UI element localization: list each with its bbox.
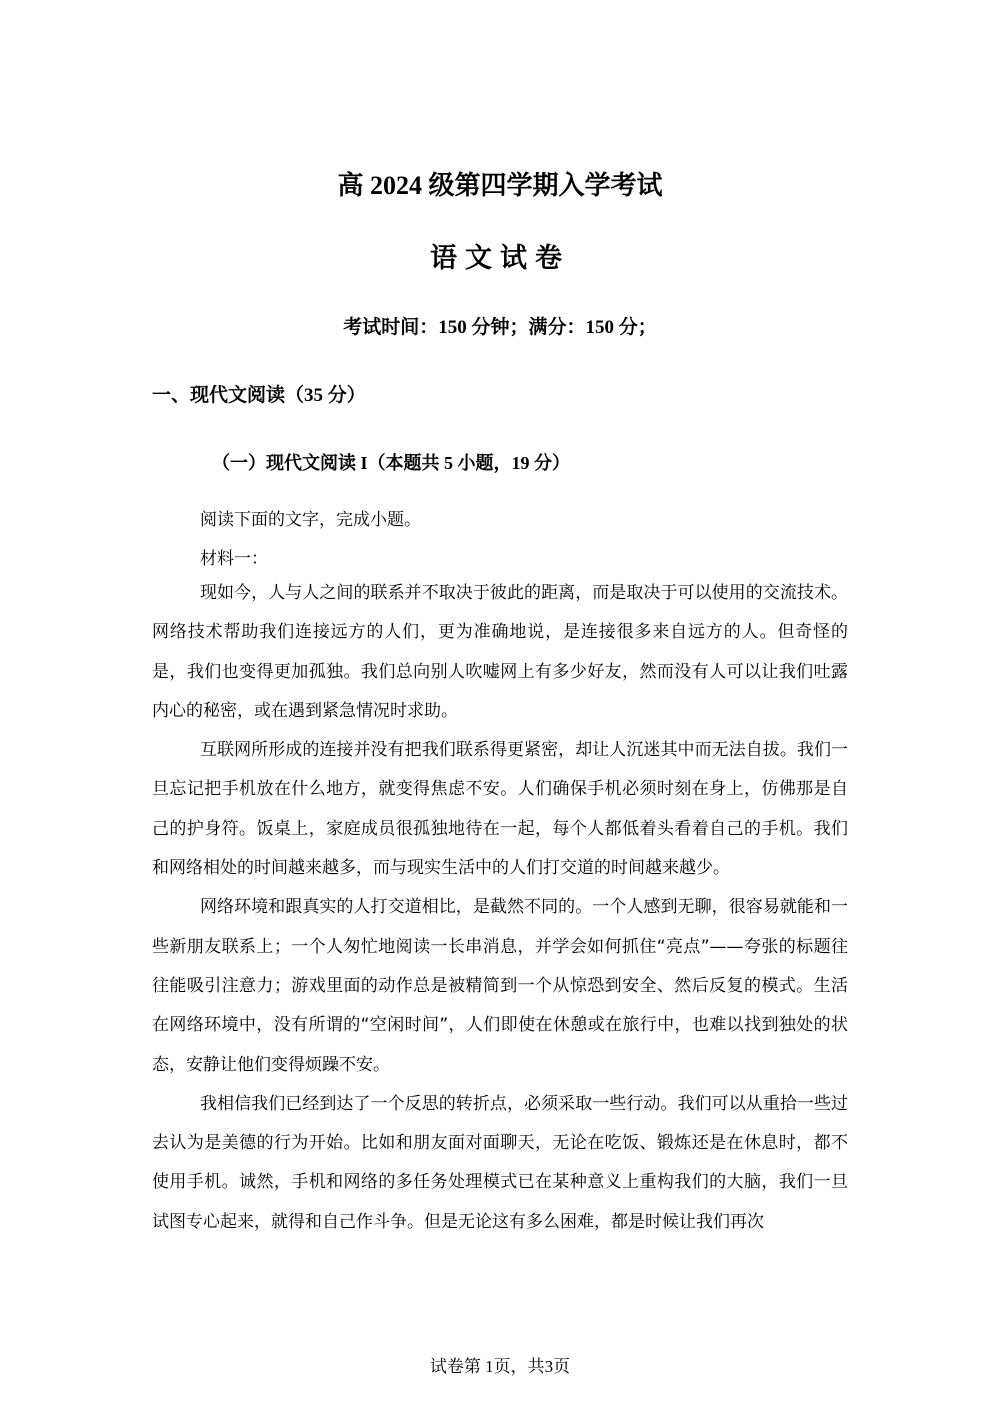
passage-paragraph: 现如今，人与人之间的联系并不取决于彼此的距离，而是取决于可以使用的交流技术。网络技术帮助我们连接远方的人们，更为准确地说，是连接很多来自远方的人。但奇怪的是，我们也变得更加孤独。我们总向别人吹嘘网上有多少好友，然而没有人可以让我们吐露内心的秘密，或在遇到紧急情况时求助。 [152, 583, 848, 721]
reading-instruction: 阅读下面的文字，完成小题。 [200, 510, 421, 530]
paper-subject-title: 语文试卷 [430, 243, 570, 273]
exam-time-and-score: 考试时间：150 分钟；满分：150 分； [343, 317, 657, 338]
material-label: 材料一： [200, 549, 268, 570]
passage-paragraph: 网络环境和跟真实的人打交道相比，是截然不同的。一个人感到无聊，很容易就能和一些新朋友联系上；一个人匆忙地阅读一长串消息，并学会如何抓住“亮点”——夸张的标题往往能吸引注意力；游戏里面的动作总是被精简到一个从惊恐到安全、然后反复的模式。生活在网络环境中，没有所谓的“空闲时间”，人们即使在休憩或在旅行中，也难以找到独处的状态，安静让他们变得烦躁不安。 [152, 897, 848, 1075]
page-number-footer: 试卷第 1页，共3页 [429, 1357, 571, 1376]
section-heading: 一、现代文阅读（35 分） [152, 385, 366, 406]
exam-title: 高 2024 级第四学期入学考试 [337, 171, 663, 200]
reading-passage [152, 574, 848, 1242]
passage-paragraph: 互联网所形成的连接并没有把我们联系得更紧密，却让人沉迷其中而无法自拔。我们一旦忘记把手机放在什么地方，就变得焦虑不安。人们确保手机必须时刻在身上，仿佛那是自己的护身符。饭桌上，家庭成员很孤独地待在一起，每个人都低着头看着自己的手机。我们和网络相处的时间越来越多，而与现实生活中的人们打交道的时间越来越少。 [152, 740, 848, 879]
instructions-block [152, 501, 848, 580]
subsection-heading: （一）现代文阅读 I（本题共 5 小题，19 分） [212, 453, 571, 473]
passage-paragraph: 我相信我们已经到达了一个反思的转折点，必须采取一些行动。我们可以从重拾一些过去认为是美德的行为开始。比如和朋友面对面聊天，无论在吃饭、锻炼还是在休息时，都不使用手机。诚然，手机和网络的多任务处理模式已在某种意义上重构我们的大脑，我们一旦试图专心起来，就得和自己作斗争。但是无论这有多么困难，都是时候让我们再次 [152, 1093, 848, 1232]
